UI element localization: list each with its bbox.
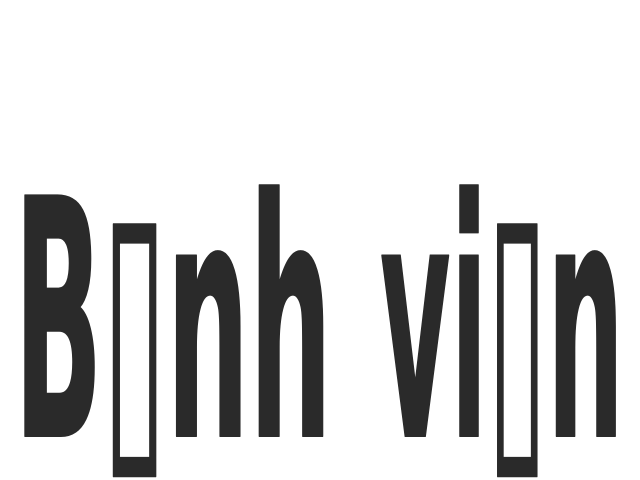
word-2: vi▯n bbox=[380, 130, 624, 480]
word-1: B▯nh bbox=[14, 130, 332, 480]
